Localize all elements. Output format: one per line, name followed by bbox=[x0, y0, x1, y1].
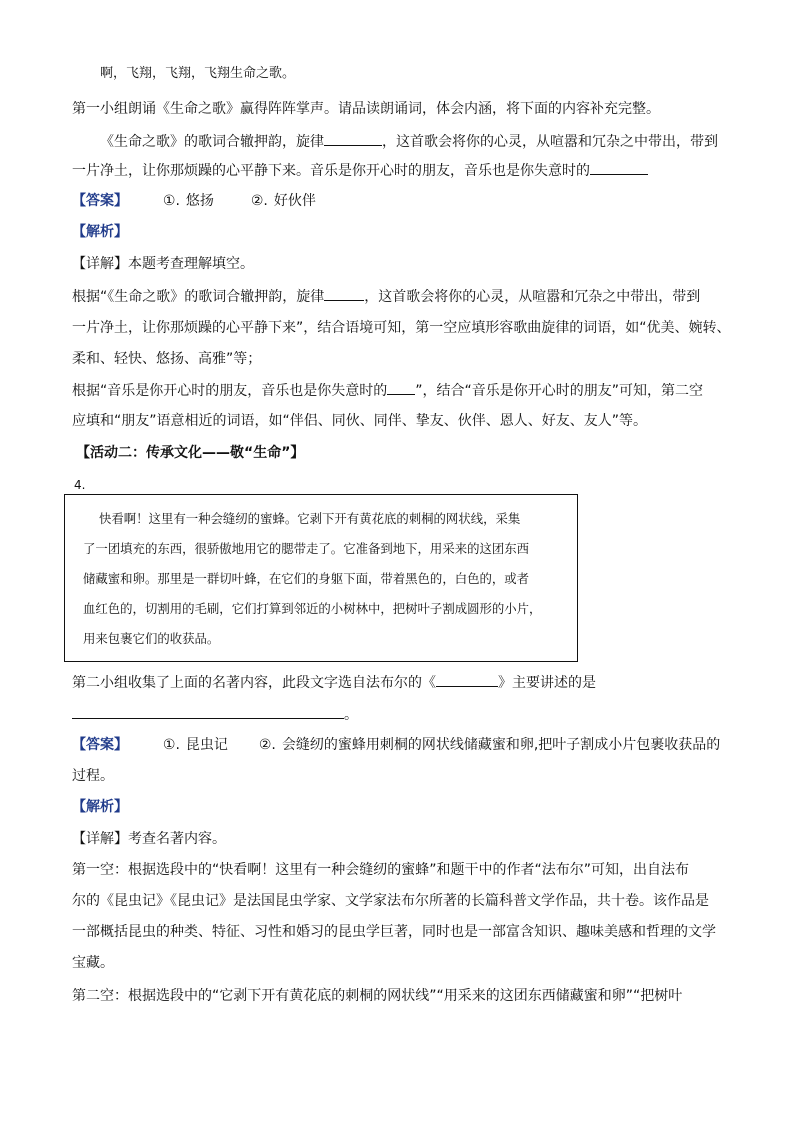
q4-blank-2 bbox=[72, 704, 344, 719]
q3-detail-intro-line bbox=[72, 254, 254, 274]
q4-answer-1: 昆虫记 bbox=[185, 737, 228, 753]
q3-answer-1: 悠扬 bbox=[185, 193, 214, 209]
q3-detail-p2-b: ”，结合“音乐是你开心时的朋友”可知，第二空 bbox=[415, 383, 704, 399]
q4-quote-line-3: 储藏蜜和卵。那里是一群切叶蜂，在它们的身躯下面，带着黑色的，白色的，或者 bbox=[83, 571, 530, 586]
q4-answer-2: 会缝纫的蜜蜂用刺桐的网状线储藏蜜和卵,把叶子割成小片包裹收获品的 bbox=[281, 737, 721, 753]
q3-detail-intro: 本题考查理解填空。 bbox=[128, 256, 254, 272]
q3-detail-p2-line-2: 应填和“朋友”语意相近的词语，如“伴侣、同伙、同伴、挚友、伙伴、恩人、好友、友人”等。 bbox=[72, 413, 648, 429]
q4-question-b: 》主要讲述的是 bbox=[498, 675, 596, 691]
q3-detail-p1-line-1 bbox=[72, 286, 700, 307]
q3-passage-line-1 bbox=[100, 131, 718, 152]
q3-answer-2: 好伙伴 bbox=[273, 193, 316, 209]
q4-question-line-2 bbox=[72, 704, 358, 725]
q3-passage-1a: 《生命之歌》的歌词合辙押韵，旋律 bbox=[100, 134, 324, 150]
q4-detail-p1-line-2: 尔的《昆虫记》《昆虫记》是法国昆虫学家、文学家法布尔所著的长篇科普文学作品，共十卷。该作品是 bbox=[72, 893, 709, 909]
q4-detail-p1-line-3: 一部概括昆虫的种类、特征、习性和婚习的昆虫学巨著，同时也是一部富含知识、趣味美感和哲理的文学 bbox=[72, 924, 716, 940]
q4-detail-p1-line-1: 第一空：根据选段中的“快看啊！这里有一种会缝纫的蜜蜂”和题干中的作者“法布尔”可知，出自法布 bbox=[72, 862, 690, 878]
q3-detail-blank-1 bbox=[324, 286, 364, 301]
q4-quote-line-4: 血红色的，切割用的毛刷，它们打算到邻近的小树林中，把树叶子割成圆形的小片， bbox=[83, 601, 542, 616]
q4-detail-intro-line bbox=[72, 829, 226, 849]
q3-passage-line-2 bbox=[72, 160, 648, 181]
q3-detail-p2-line-1 bbox=[72, 380, 703, 401]
q4-answer-2-num: ②. bbox=[258, 737, 276, 753]
q4-detail-p1-line-4: 宝藏。 bbox=[72, 955, 114, 971]
q4-question-line bbox=[72, 672, 596, 693]
activity2-title: 【活动二：传承文化——敬“生命”】 bbox=[76, 445, 305, 461]
q4-detail-label: 【详解】 bbox=[72, 831, 128, 847]
q4-answer-cont: 过程。 bbox=[72, 768, 114, 784]
q3-passage-1b: ，这首歌会将你的心灵，从喧嚣和冗杂之中带出，带到 bbox=[382, 134, 718, 150]
q4-question-a: 第二小组收集了上面的名著内容，此段文字选自法布尔的《 bbox=[72, 675, 436, 691]
q3-detail-p1-a: 根据“《生命之歌》的歌词合辙押韵，旋律 bbox=[72, 289, 325, 305]
q3-answer-1-num: ①. bbox=[162, 193, 180, 209]
q3-instruction: 第一小组朗诵《生命之歌》赢得阵阵掌声。请品读朗诵词，体会内涵，将下面的内容补充完整。 bbox=[72, 101, 660, 117]
q4-quote-line-2: 了一团填充的东西，很骄傲地用它的腮带走了。它准备到地下，用采来的这团东西 bbox=[83, 541, 530, 556]
q4-answer-line bbox=[72, 735, 720, 755]
q3-answer-2-num: ②. bbox=[250, 193, 268, 209]
poem-tail-line: 啊，飞翔，飞翔，飞翔生命之歌。 bbox=[100, 66, 296, 81]
q3-detail-p1-line-3: 柔和、轻快、悠扬、高雅”等； bbox=[72, 351, 262, 367]
q4-answer-1-num: ①. bbox=[162, 737, 180, 753]
q4-quote-box bbox=[64, 494, 578, 662]
q3-analysis-label: 【解析】 bbox=[72, 224, 128, 240]
q4-detail-p2-line-1: 第二空：根据选段中的“它剥下开有黄花底的刺桐的网状线”“用采来的这团东西储藏蜜和卵”“把树叶 bbox=[72, 988, 683, 1004]
q4-analysis-label: 【解析】 bbox=[72, 799, 128, 815]
q3-blank-2 bbox=[590, 160, 648, 175]
q3-answer-label: 【答案】 bbox=[72, 193, 128, 209]
q3-detail-p2-a: 根据“音乐是你开心时的朋友，音乐也是你失意时的 bbox=[72, 383, 388, 399]
q3-detail-blank-2 bbox=[387, 380, 415, 395]
q4-quote-line-5: 用来包裹它们的收获品。 bbox=[83, 631, 220, 646]
q3-detail-p1-line-2: 一片净土，让你那烦躁的心平静下来”，结合语境可知，第一空应填形容歌曲旋律的词语，如“优美、婉转、 bbox=[72, 320, 731, 336]
q4-detail-intro: 考查名著内容。 bbox=[128, 831, 226, 847]
q4-quote-line-1: 快看啊！这里有一种会缝纫的蜜蜂。它剥下开有黄花底的刺桐的网状线，采集 bbox=[99, 511, 521, 526]
q3-blank-1 bbox=[324, 131, 382, 146]
q4-question-end: 。 bbox=[344, 707, 358, 723]
q4-blank-1 bbox=[436, 672, 498, 687]
q4-number: 4. bbox=[74, 478, 86, 492]
q4-answer-label: 【答案】 bbox=[72, 737, 128, 753]
q3-detail-p1-b: ，这首歌会将你的心灵，从喧嚣和冗杂之中带出，带到 bbox=[364, 289, 701, 305]
q3-detail-label: 【详解】 bbox=[72, 256, 128, 272]
q3-answer-line bbox=[72, 191, 316, 211]
q3-passage-2: 一片净土，让你那烦躁的心平静下来。音乐是你开心时的朋友，音乐也是你失意时的 bbox=[72, 163, 590, 179]
